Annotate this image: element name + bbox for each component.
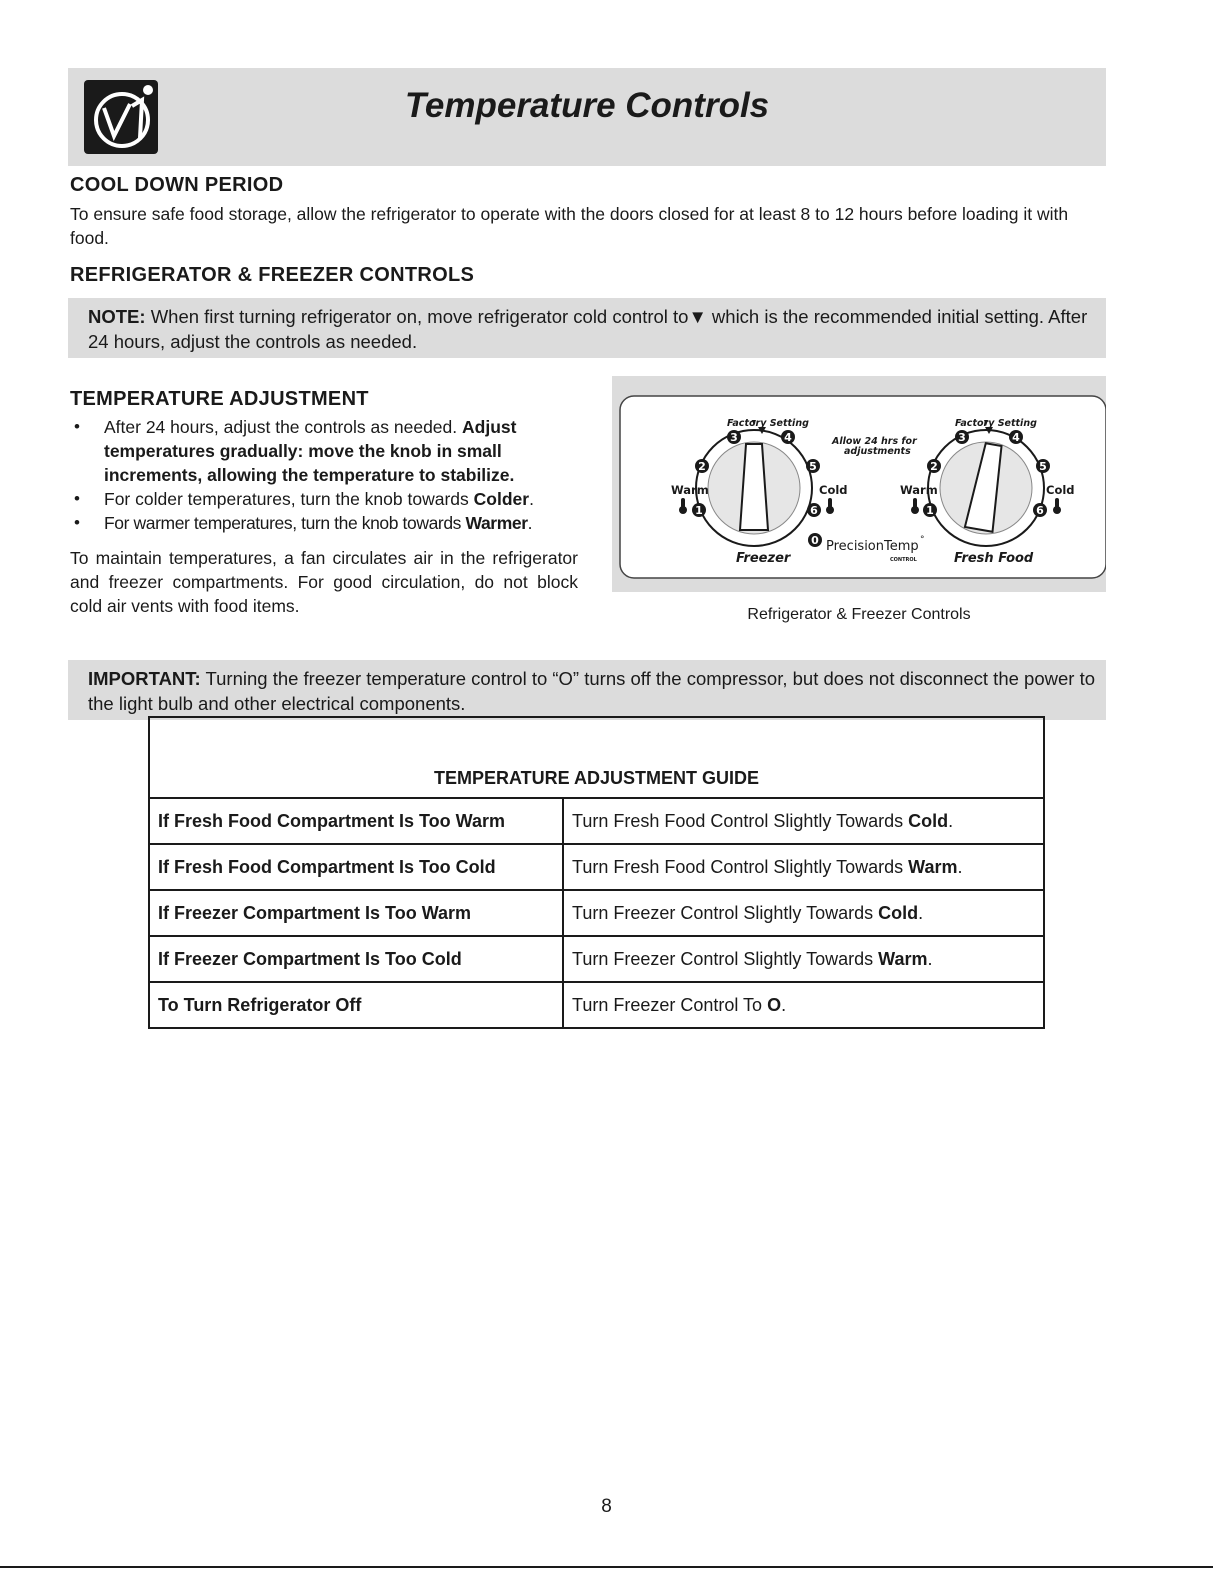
action-cell	[563, 798, 1044, 844]
warm-label-left: Warm	[671, 483, 709, 497]
diagram-caption: Refrigerator & Freezer Controls	[747, 606, 971, 623]
table-title: TEMPERATURE ADJUSTMENT GUIDE	[149, 717, 1044, 798]
freezer-setting-0: 0	[811, 534, 819, 547]
action-cell	[563, 982, 1044, 1028]
cool-down-heading: COOL DOWN PERIOD	[70, 174, 284, 196]
adjustment-heading: TEMPERATURE ADJUSTMENT	[70, 388, 369, 410]
brand-name: PrecisionTemp	[826, 539, 919, 554]
action-end: .	[781, 994, 787, 1015]
action-bold: O	[767, 994, 782, 1015]
important-label: IMPORTANT:	[88, 668, 201, 689]
action-end: .	[948, 810, 954, 831]
factory-setting-left: Factory Setting	[727, 418, 809, 429]
action-bold: Cold	[908, 810, 949, 831]
bullet-2-bold: Colder	[473, 489, 530, 509]
fresh-food-setting-2: 2	[930, 460, 938, 473]
freezer-setting-6: 6	[810, 504, 818, 517]
control-panel-diagram	[612, 376, 1106, 592]
action-bold: Warm	[878, 948, 928, 969]
condition-cell: If Freezer Compartment Is Too Cold	[149, 936, 563, 982]
action-text: Turn Freezer Control Slightly Towards	[572, 902, 879, 923]
important-text	[88, 666, 1098, 716]
controls-heading: REFRIGERATOR & FREEZER CONTROLS	[70, 264, 475, 286]
bullet-icon: •	[74, 513, 80, 532]
condition-cell: If Fresh Food Compartment Is Too Cold	[149, 844, 563, 890]
list-item	[70, 415, 580, 487]
freezer-label: Freezer	[736, 551, 791, 566]
freezer-setting-3: 3	[730, 431, 738, 444]
note-text-part-1: When first turning refrigerator on, move refrigerator cold control to	[145, 306, 689, 327]
fresh-food-setting-6: 6	[1036, 504, 1044, 517]
warm-label-right: Warm	[900, 483, 938, 497]
important-body: Turning the freezer temperature control to “O” turns off the compressor, but does not disconnect the power to the light bulb and other electrical components.	[88, 668, 1095, 714]
brand-mark: °	[920, 535, 925, 545]
action-bold: Cold	[878, 902, 919, 923]
list-item	[70, 487, 580, 511]
bullet-1-bold: Adjust temperatures gradually: move the knob in small increments, allowing the temperature to stabilize.	[104, 417, 517, 485]
cold-label-left: Cold	[819, 483, 848, 497]
bullet-icon: •	[74, 489, 80, 508]
note-text-part-2: which is the recommended initial setting. After 24 hours, adjust the controls as needed.	[88, 306, 1088, 352]
freezer-setting-4: 4	[784, 431, 792, 444]
condition-cell: If Fresh Food Compartment Is Too Warm	[149, 798, 563, 844]
freezer-setting-2: 2	[698, 460, 706, 473]
note-label: NOTE:	[88, 306, 146, 327]
freezer-setting-5: 5	[809, 460, 817, 473]
condition-cell: If Freezer Compartment Is Too Warm	[149, 890, 563, 936]
action-text: Turn Fresh Food Control Slightly Towards	[572, 810, 909, 831]
fresh-food-label: Fresh Food	[954, 551, 1034, 566]
bottom-rule	[0, 1566, 1213, 1568]
table-row	[149, 982, 1044, 1028]
action-text: Turn Freezer Control To	[572, 994, 768, 1015]
bullet-icon: •	[74, 417, 80, 436]
action-text: Turn Freezer Control Slightly Towards	[572, 948, 879, 969]
page-title: Temperature Controls	[404, 86, 770, 125]
down-triangle-icon: ▼	[688, 306, 707, 327]
fresh-food-setting-5: 5	[1039, 460, 1047, 473]
page-number: 8	[601, 1496, 612, 1517]
allow-24-hrs-line-1: Allow 24 hrs for	[832, 436, 917, 447]
action-cell	[563, 936, 1044, 982]
list-item	[70, 511, 580, 535]
adjustment-bullet-list	[70, 415, 580, 535]
fan-circulation-text: To maintain temperatures, a fan circulates air in the refrigerator and freezer compartments. For good circulation, do not block cold air vents with food items.	[70, 548, 578, 616]
action-cell	[563, 844, 1044, 890]
bullet-3-bold: Warmer	[465, 513, 528, 533]
cold-label-right: Cold	[1046, 483, 1075, 497]
fresh-food-setting-3: 3	[958, 431, 966, 444]
freezer-setting-1: 1	[695, 504, 703, 517]
action-text: Turn Fresh Food Control Slightly Towards	[572, 856, 909, 877]
factory-setting-right: Factory Setting	[955, 418, 1037, 429]
brand-subtitle: CONTROL	[890, 557, 917, 563]
note-text	[88, 304, 1098, 354]
bullet-2-period: .	[529, 489, 534, 509]
action-bold: Warm	[908, 856, 958, 877]
action-cell	[563, 890, 1044, 936]
table-row	[149, 890, 1044, 936]
condition-cell: To Turn Refrigerator Off	[149, 982, 563, 1028]
table-row	[149, 844, 1044, 890]
table-row	[149, 936, 1044, 982]
allow-24-hrs-line-2: adjustments	[844, 446, 911, 457]
action-end: .	[918, 902, 924, 923]
action-end: .	[957, 856, 963, 877]
action-end: .	[927, 948, 933, 969]
cool-down-text: To ensure safe food storage, allow the refrigerator to operate with the doors closed for at least 8 to 12 hours before loading it with food.	[70, 204, 1069, 248]
table-row	[149, 798, 1044, 844]
bullet-2-text: For colder temperatures, turn the knob towards	[104, 489, 474, 509]
fresh-food-setting-1: 1	[926, 504, 934, 517]
fresh-food-setting-4: 4	[1012, 431, 1020, 444]
bullet-1-text: After 24 hours, adjust the controls as needed.	[104, 417, 462, 437]
bullet-3-text: For warmer temperatures, turn the knob towards	[104, 513, 466, 533]
bullet-3-period: .	[527, 513, 533, 533]
adjustment-guide-table	[148, 716, 1045, 1029]
